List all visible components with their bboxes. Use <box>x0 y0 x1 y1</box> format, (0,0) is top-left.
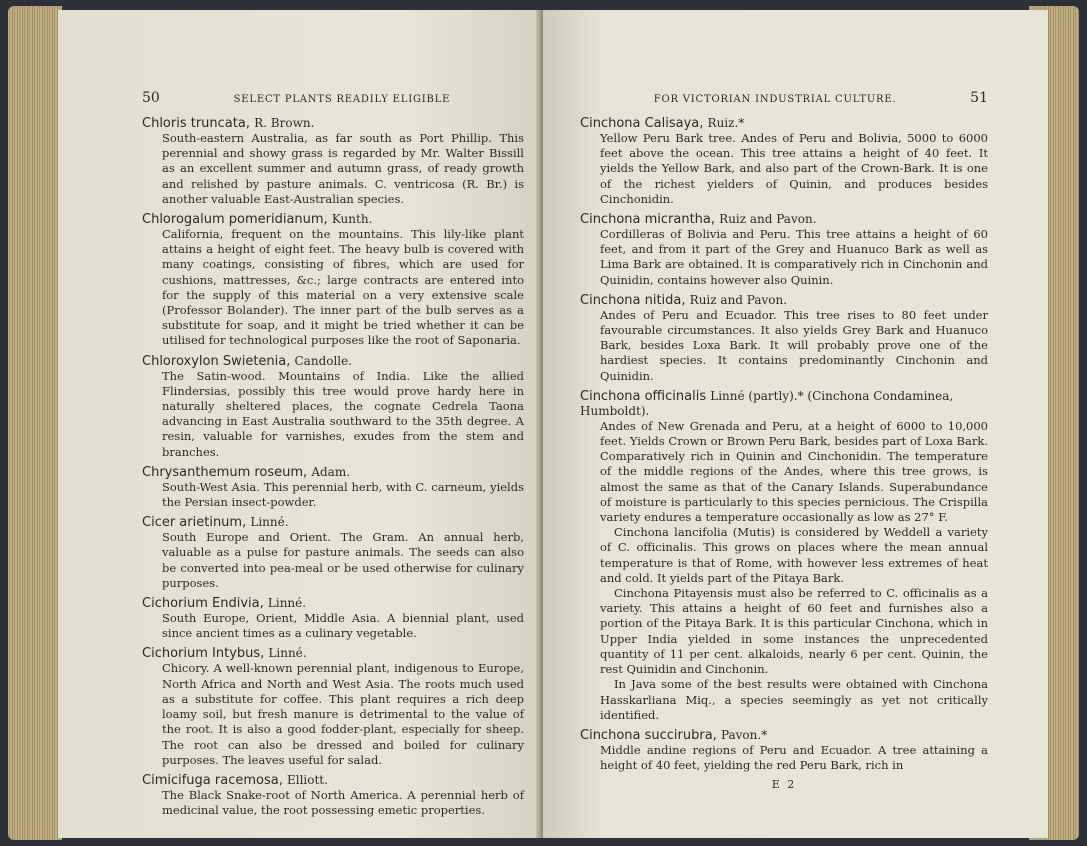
left-page <box>58 10 544 838</box>
entry-heading <box>580 212 988 227</box>
species-authority: Linné. <box>250 515 289 530</box>
species-authority: Adam. <box>311 464 351 479</box>
entry-description <box>580 131 988 207</box>
entry-heading <box>142 354 524 369</box>
entry-heading <box>580 293 988 308</box>
species-authority: Linné. <box>268 646 307 661</box>
entry-description <box>142 788 524 818</box>
description-paragraph: South Europe, Orient, Middle Asia. A biennial plant, used since ancient times as a culinary vegetable. <box>162 611 524 641</box>
description-paragraph: In Java some of the best results were obtained with Cinchona Hasskarliana Miq., a species seemingly as yet not critically identified. <box>600 677 988 722</box>
entry-heading <box>580 116 988 131</box>
species-authority: Elliott. <box>286 772 328 787</box>
entry-description <box>142 611 524 641</box>
plant-entry <box>142 515 524 591</box>
species-name: Cimicifuga racemosa, <box>142 772 283 788</box>
species-name: Cichorium Intybus, <box>142 646 265 662</box>
entry-heading <box>142 465 524 480</box>
description-paragraph: Andes of Peru and Ecuador. This tree rises to 80 feet under favourable circumstances. It also yields Grey Bark and Huanuco Bark, besides Loxa Bark. It will probably prove one of the hardiest species. It contains predominantly Cinchonin and Quinidin. <box>600 307 988 383</box>
entry-description <box>142 369 524 460</box>
description-paragraph: South-West Asia. This perennial herb, with C. carneum, yields the Persian insect-powder. <box>162 479 524 510</box>
plant-entry <box>142 646 524 767</box>
species-name: Chlorogalum pomeridianum, <box>142 212 328 228</box>
species-authority: Kunth. <box>331 212 373 227</box>
plant-entry <box>142 116 524 207</box>
plant-entry <box>142 212 524 349</box>
species-authority: Ruiz and Pavon. <box>689 292 788 307</box>
entry-heading <box>142 212 524 227</box>
right-page-number: 51 <box>970 90 988 106</box>
right-page <box>543 10 1048 838</box>
entry-description <box>580 308 988 384</box>
left-running-head <box>142 90 524 110</box>
species-authority: Linné (partly).* (Cinchona Condaminea, Humboldt). <box>580 388 954 418</box>
entry-heading <box>142 773 524 788</box>
description-paragraph: Middle andine regions of Peru and Ecuador. A tree attaining a height of 40 feet, yielding the red Peru Bark, rich in <box>600 742 988 773</box>
plant-entry <box>142 465 524 510</box>
plant-entry <box>580 728 988 773</box>
description-paragraph: South-eastern Australia, as far south as Port Phillip. This perennial and showy grass is regarded by Mr. Walter Bissill as an excellent summer and autumn grass, of ready growth and relished by pasture animals. C. ventricosa (R. Br.) is another valuable East-Australian species. <box>162 131 524 206</box>
entry-heading <box>142 515 524 530</box>
left-entries <box>142 116 524 818</box>
species-name: Cinchona succirubra, <box>580 727 717 743</box>
description-paragraph: Yellow Peru Bark tree. Andes of Peru and Bolivia, 5000 to 6000 feet above the ocean. This tree attains a height of 40 feet. It yields the Yellow Bark, and also part of the Crown-Bark. It is one of the richest yielders of Quinin, and produces besides Cinchonidin. <box>600 131 988 206</box>
left-running-head-title: SELECT PLANTS READILY ELIGIBLE <box>233 94 451 105</box>
species-authority: R. Brown. <box>254 116 315 130</box>
species-authority: Pavon.* <box>720 727 768 742</box>
signature-mark: E 2 <box>771 778 797 792</box>
plant-entry <box>580 116 988 207</box>
species-name: Cinchona officinalis <box>580 388 707 404</box>
entry-description <box>142 227 524 349</box>
entry-description <box>142 480 524 510</box>
species-name: Cichorium Endivia, <box>142 596 264 612</box>
species-authority: Ruiz.* <box>707 116 745 130</box>
description-paragraph: California, frequent on the mountains. This lily-like plant attains a height of eight feet. The heavy bulb is covered with many coatings, consisting of fibres, which are used for cushions, mattresses, &c.; large contracts are entered into for the supply of this material on a very extensive scale (Professor Bolander). The inner part of the bulb serves as a substitute for soap, and it might be tried whether it can be utilised for technological purposes like the root of Saponaria. <box>162 227 524 348</box>
species-authority: Ruiz and Pavon. <box>719 212 817 227</box>
entry-heading <box>580 389 988 419</box>
right-entries <box>580 116 988 773</box>
entry-description <box>580 419 988 723</box>
species-name: Cinchona nitida, <box>580 292 686 308</box>
description-paragraph: The Satin-wood. Mountains of India. Like the allied Flindersias, possibly this tree would prove hardy here in naturally sheltered places, the cognate Cedrela Taona advancing in East Australia southward to the 35th degree. A resin, valuable for varnishes, exudes from the stem and branches. <box>162 368 524 459</box>
species-authority: Linné. <box>267 596 307 611</box>
entry-heading <box>580 728 988 743</box>
plant-entry <box>580 389 988 723</box>
species-name: Chloris truncata, <box>142 116 250 131</box>
description-paragraph: The Black Snake-root of North America. A perennial herb of medicinal value, the root possessing emetic properties. <box>162 787 524 818</box>
entry-description <box>142 661 524 767</box>
entry-heading <box>142 596 524 611</box>
entry-heading <box>142 646 524 661</box>
description-paragraph: Cinchona Pitayensis must also be referred to C. officinalis as a variety. This attains a height of 60 feet and furnishes also a portion of the Pitaya Bark. It is this particular Cinchona, which in Upper India yielded in some instances the unprecedented quantity of 11 per cent. alkaloids, nearly 6 per cent. Quinin, the rest Quinidin and Cinchonin. <box>600 586 988 677</box>
species-authority: Candolle. <box>294 353 353 368</box>
entry-description <box>580 227 988 288</box>
species-name: Chloroxylon Swietenia, <box>142 353 291 369</box>
plant-entry <box>142 773 524 818</box>
species-name: Chrysanthemum roseum, <box>142 464 308 480</box>
entry-description <box>142 530 524 591</box>
entry-description <box>580 743 988 773</box>
description-paragraph: South Europe and Orient. The Gram. An annual herb, valuable as a pulse for pasture animals. The seeds can also be converted into pea-meal or be used otherwise for culinary purposes. <box>162 530 524 590</box>
plant-entry <box>142 354 524 460</box>
plant-entry <box>142 596 524 641</box>
plant-entry <box>580 293 988 384</box>
species-name: Cinchona Calisaya, <box>580 116 704 131</box>
left-page-edges <box>8 6 62 840</box>
plant-entry <box>580 212 988 288</box>
description-paragraph: Chicory. A well-known perennial plant, indigenous to Europe, North Africa and North and West Asia. The roots much used as a substitute for coffee. This plant requires a rich deep loamy soil, but fresh manure is detrimental to the value of the root. It is also a good fodder-plant, especially for sheep. The root can also be dressed and boiled for culinary purposes. The leaves useful for salad. <box>162 661 524 767</box>
species-name: Cinchona micrantha, <box>580 212 716 228</box>
entry-description <box>142 131 524 207</box>
right-running-head <box>580 90 988 110</box>
description-paragraph: Andes of New Grenada and Peru, at a height of 6000 to 10,000 feet. Yields Crown or Brown Peru Bark, besides part of Loxa Bark. Comparatively rich in Quinin and Cinchonidin. The temperature of the middle regions of the Andes, where this tree grows, is almost the same as that of the Canary Islands. Superabundance of moisture is particularly to this species pernicious. The Crispilla variety endures a temperature occasionally as low as 27° F. <box>600 418 988 525</box>
species-name: Cicer arietinum, <box>142 515 247 531</box>
right-running-head-title: FOR VICTORIAN INDUSTRIAL CULTURE. <box>653 94 897 105</box>
entry-heading <box>142 116 524 131</box>
description-paragraph: Cordilleras of Bolivia and Peru. This tree attains a height of 60 feet, and from it part of the Grey and Huanuco Bark as well as Lima Bark are obtained. It is comparatively rich in Cinchonin and Quinidin, contains however also Quinin. <box>600 227 988 287</box>
left-page-number: 50 <box>142 90 160 106</box>
description-paragraph: Cinchona lancifolia (Mutis) is considered by Weddell a variety of C. officinalis. This grows on places where the mean annual temperature is that of Rome, with however less extremes of heat and cold. It yields part of the Pitaya Bark. <box>600 525 988 585</box>
